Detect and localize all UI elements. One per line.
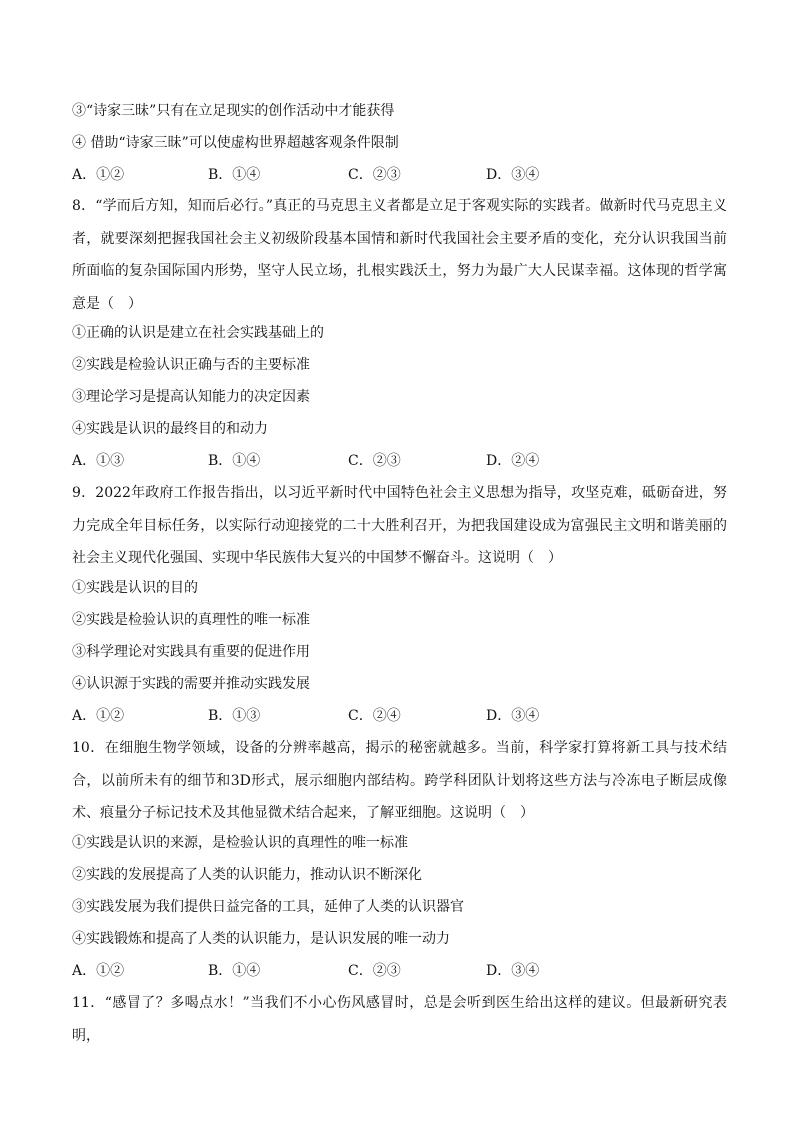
q8-statement-3: ③理论学习是提高认知能力的决定因素 [72, 389, 310, 405]
q8-option-d: D．②④ [486, 453, 540, 469]
q8-option-c: C．②③ [348, 453, 401, 469]
q7-option-c: C．②③ [348, 167, 401, 183]
q8-stem: 8．“学而后方知，知而后必行。”真正的马克思主义者都是立足于客观实际的实践者。做新时代马克思主义者，就要深刻把握我国社会主义初级阶段基本国情和新时代我国社会主要矛盾的变化，充分认识我国当前所面临的复杂国际国内形势，坚守人民立场，扎根实践沃土，努力为最广大人民谋幸福。这体现的哲学寓意是（ ） [72, 198, 727, 312]
q9-statement-4: ④认识源于实践的需要并推动实践发展 [72, 676, 310, 692]
q8-statement-2: ②实践是检验认识正确与否的主要标准 [72, 357, 310, 373]
q9-options [72, 706, 727, 726]
q8-statement-4: ④实践是认识的最终目的和动力 [72, 421, 268, 437]
q8-options [72, 451, 727, 471]
q9-statement-1: ①实践是认识的目的 [72, 580, 198, 596]
q10-options [72, 961, 727, 981]
q10-statement-3: ③实践发展为我们提供日益完备的工具，延伸了人类的认识器官 [72, 899, 464, 915]
q7-options [72, 165, 727, 185]
q9-statement-3: ③科学理论对实践具有重要的促进作用 [72, 644, 310, 660]
q9-option-a: A．①② [72, 708, 125, 724]
q7-statement-3: ③“诗家三昧”只有在立足现实的创作活动中才能获得 [72, 103, 395, 119]
q10-option-d: D．③④ [486, 963, 540, 979]
q9-option-c: C．②④ [348, 708, 401, 724]
q7-option-d: D．③④ [486, 167, 540, 183]
q7-statement-4: ④ 借助“诗家三昧”可以使虚构世界超越客观条件限制 [72, 135, 399, 151]
q9-stem: 9．2022年政府工作报告指出，以习近平新时代中国特色社会主义思想为指导，攻坚克难，砥砺奋进，努力完成全年目标任务，以实际行动迎接党的二十大胜利召开，为把我国建设成为富强民主文明和谐美丽的社会主义现代化强国、实现中华民族伟大复兴的中国梦不懈奋斗。这说明（ ） [72, 485, 727, 566]
q7-option-b: B．①④ [208, 167, 261, 183]
q8-option-b: B．①④ [208, 453, 261, 469]
q10-option-a: A．①② [72, 963, 125, 979]
q10-option-b: B．①④ [208, 963, 261, 979]
q7-option-a: A．①② [72, 167, 125, 183]
q9-statement-2: ②实践是检验认识的真理性的唯一标准 [72, 612, 310, 628]
q9-option-d: D．③④ [486, 708, 540, 724]
q10-option-c: C．②③ [348, 963, 401, 979]
q8-statement-1: ①正确的认识是建立在社会实践基础上的 [72, 325, 324, 341]
q10-statement-4: ④实践锻炼和提高了人类的认识能力，是认识发展的唯一动力 [72, 931, 450, 947]
q10-statement-2: ②实践的发展提高了人类的认识能力，推动认识不断深化 [72, 867, 422, 883]
q9-option-b: B．①③ [208, 708, 261, 724]
q10-stem: 10．在细胞生物学领域，设备的分辨率越高，揭示的秘密就越多。当前，科学家打算将新工具与技术结合，以前所未有的细节和3D形式，展示细胞内部结构。跨学科团队计划将这些方法与冷冻电子断层成像术、痕量分子标记技术及其他显微术结合起来，了解亚细胞。这说明（ ） [72, 740, 727, 821]
q10-statement-1: ①实践是认识的来源，是检验认识的真理性的唯一标准 [72, 835, 408, 851]
q8-option-a: A．①③ [72, 453, 125, 469]
q11-stem: 11．“感冒了？多喝点水！”当我们不小心伤风感冒时，总是会听到医生给出这样的建议。但最新研究表明， [72, 995, 727, 1044]
